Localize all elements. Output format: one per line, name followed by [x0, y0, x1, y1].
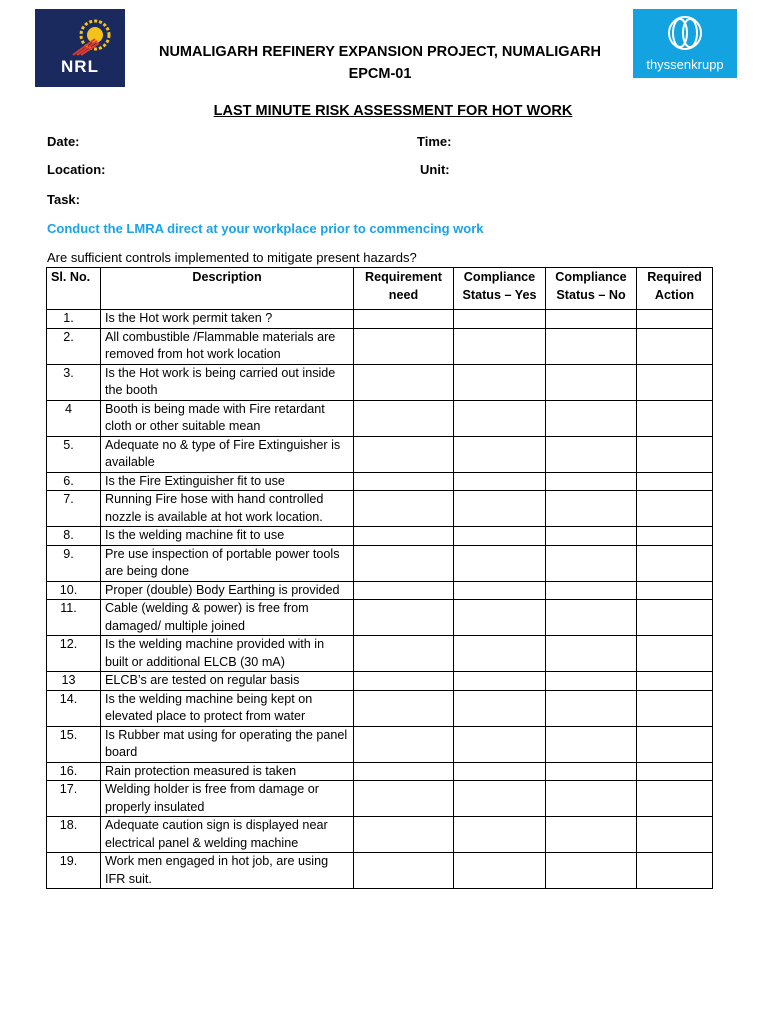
compliance-yes-cell[interactable] [454, 636, 546, 672]
row-description: Is the welding machine provided with in built or additional ELCB (30 mA) [101, 636, 354, 672]
column-header-compliance-no: Compliance Status – No [546, 268, 637, 310]
compliance-yes-cell[interactable] [454, 527, 546, 546]
controls-question: Are sufficient controls implemented to mitigate present hazards? [47, 250, 417, 265]
compliance-yes-cell[interactable] [454, 817, 546, 853]
compliance-no-cell[interactable] [546, 690, 637, 726]
required-action-cell[interactable] [637, 545, 713, 581]
row-description: All combustible /Flammable materials are removed from hot work location [101, 328, 354, 364]
row-description: Is the Hot work is being carried out inside the booth [101, 364, 354, 400]
table-row [47, 364, 713, 400]
row-description: Is the Hot work permit taken ? [101, 310, 354, 329]
compliance-yes-cell[interactable] [454, 400, 546, 436]
row-description: Adequate caution sign is displayed near electrical panel & welding machine [101, 817, 354, 853]
table-row [47, 600, 713, 636]
compliance-no-cell[interactable] [546, 581, 637, 600]
compliance-yes-cell[interactable] [454, 762, 546, 781]
row-description: Is Rubber mat using for operating the panel board [101, 726, 354, 762]
compliance-yes-cell[interactable] [454, 545, 546, 581]
nrl-logo-text: NRL [61, 57, 99, 76]
compliance-no-cell[interactable] [546, 436, 637, 472]
requirement-need-cell[interactable] [354, 762, 454, 781]
required-action-cell[interactable] [637, 310, 713, 329]
requirement-need-cell[interactable] [354, 545, 454, 581]
row-number: 2. [47, 328, 101, 364]
compliance-yes-cell[interactable] [454, 726, 546, 762]
row-number: 7. [47, 491, 101, 527]
table-row [47, 690, 713, 726]
required-action-cell[interactable] [637, 472, 713, 491]
thyssenkrupp-logo-text: thyssenkrupp [646, 57, 724, 72]
location-label: Location: [47, 162, 106, 177]
requirement-need-cell[interactable] [354, 581, 454, 600]
required-action-cell[interactable] [637, 636, 713, 672]
table-row [47, 636, 713, 672]
compliance-no-cell[interactable] [546, 781, 637, 817]
time-label: Time: [417, 134, 452, 149]
row-number: 17. [47, 781, 101, 817]
requirement-need-cell[interactable] [354, 310, 454, 329]
row-description: Pre use inspection of portable power tools are being done [101, 545, 354, 581]
table-header-row [47, 268, 713, 310]
table-row [47, 310, 713, 329]
compliance-yes-cell[interactable] [454, 364, 546, 400]
compliance-yes-cell[interactable] [454, 690, 546, 726]
required-action-cell[interactable] [637, 672, 713, 691]
compliance-yes-cell[interactable] [454, 600, 546, 636]
task-label: Task: [47, 192, 80, 207]
table-row [47, 817, 713, 853]
column-header-sl-no: Sl. No. [47, 268, 101, 310]
row-description: Proper (double) Body Earthing is provided [101, 581, 354, 600]
instruction-text: Conduct the LMRA direct at your workplace prior to commencing work [47, 221, 484, 236]
required-action-cell[interactable] [637, 817, 713, 853]
row-description: Welding holder is free from damage or properly insulated [101, 781, 354, 817]
required-action-cell[interactable] [637, 364, 713, 400]
compliance-yes-cell[interactable] [454, 781, 546, 817]
requirement-need-cell[interactable] [354, 436, 454, 472]
row-description: Cable (welding & power) is free from damaged/ multiple joined [101, 600, 354, 636]
row-description: Booth is being made with Fire retardant cloth or other suitable mean [101, 400, 354, 436]
required-action-cell[interactable] [637, 400, 713, 436]
row-number: 10. [47, 581, 101, 600]
table-row [47, 400, 713, 436]
row-description: Is the Fire Extinguisher fit to use [101, 472, 354, 491]
required-action-cell[interactable] [637, 328, 713, 364]
compliance-yes-cell[interactable] [454, 672, 546, 691]
requirement-need-cell[interactable] [354, 328, 454, 364]
required-action-cell[interactable] [637, 690, 713, 726]
row-number: 19. [47, 853, 101, 889]
table-row [47, 545, 713, 581]
requirement-need-cell[interactable] [354, 527, 454, 546]
row-number: 1. [47, 310, 101, 329]
required-action-cell[interactable] [637, 600, 713, 636]
requirement-need-cell[interactable] [354, 817, 454, 853]
requirement-need-cell[interactable] [354, 726, 454, 762]
table-row [47, 762, 713, 781]
requirement-need-cell[interactable] [354, 472, 454, 491]
row-number: 9. [47, 545, 101, 581]
compliance-yes-cell[interactable] [454, 436, 546, 472]
compliance-no-cell[interactable] [546, 527, 637, 546]
row-description: Is the welding machine being kept on elevated place to protect from water [101, 690, 354, 726]
compliance-yes-cell[interactable] [454, 472, 546, 491]
required-action-cell[interactable] [637, 726, 713, 762]
table-row [47, 672, 713, 691]
table-row [47, 472, 713, 491]
thyssenkrupp-emblem-icon [666, 14, 704, 52]
requirement-need-cell[interactable] [354, 364, 454, 400]
row-number: 3. [47, 364, 101, 400]
document-title: LAST MINUTE RISK ASSESSMENT FOR HOT WORK [213, 103, 573, 119]
compliance-yes-cell[interactable] [454, 328, 546, 364]
compliance-no-cell[interactable] [546, 364, 637, 400]
compliance-yes-cell[interactable] [454, 310, 546, 329]
thyssenkrupp-logo [633, 9, 737, 78]
column-header-compliance-yes: Compliance Status – Yes [454, 268, 546, 310]
table-row [47, 781, 713, 817]
compliance-no-cell[interactable] [546, 545, 637, 581]
row-number: 4 [47, 400, 101, 436]
row-description: Adequate no & type of Fire Extinguisher is available [101, 436, 354, 472]
requirement-need-cell[interactable] [354, 600, 454, 636]
date-label: Date: [47, 134, 80, 149]
compliance-no-cell[interactable] [546, 600, 637, 636]
column-header-required-action: Required Action [637, 268, 713, 310]
row-number: 14. [47, 690, 101, 726]
requirement-need-cell[interactable] [354, 672, 454, 691]
row-number: 13 [47, 672, 101, 691]
compliance-no-cell[interactable] [546, 817, 637, 853]
compliance-no-cell[interactable] [546, 310, 637, 329]
requirement-need-cell[interactable] [354, 690, 454, 726]
compliance-no-cell[interactable] [546, 636, 637, 672]
table-row [47, 581, 713, 600]
sun-emblem-icon [71, 17, 115, 57]
table-row [47, 726, 713, 762]
column-header-description: Description [101, 268, 354, 310]
required-action-cell[interactable] [637, 762, 713, 781]
nrl-logo [35, 9, 125, 87]
table-row [47, 853, 713, 889]
compliance-no-cell[interactable] [546, 400, 637, 436]
row-number: 12. [47, 636, 101, 672]
compliance-no-cell[interactable] [546, 472, 637, 491]
requirement-need-cell[interactable] [354, 636, 454, 672]
compliance-yes-cell[interactable] [454, 491, 546, 527]
required-action-cell[interactable] [637, 527, 713, 546]
project-code: EPCM-01 [348, 66, 412, 82]
project-title: NUMALIGARH REFINERY EXPANSION PROJECT, NUMALIGARH [158, 44, 601, 60]
required-action-cell[interactable] [637, 436, 713, 472]
compliance-no-cell[interactable] [546, 853, 637, 889]
checklist-table [46, 267, 713, 889]
requirement-need-cell[interactable] [354, 400, 454, 436]
required-action-cell[interactable] [637, 491, 713, 527]
compliance-no-cell[interactable] [546, 726, 637, 762]
compliance-no-cell[interactable] [546, 762, 637, 781]
required-action-cell[interactable] [637, 853, 713, 889]
compliance-no-cell[interactable] [546, 672, 637, 691]
row-description: Running Fire hose with hand controlled nozzle is available at hot work location. [101, 491, 354, 527]
unit-label: Unit: [420, 162, 450, 177]
row-number: 5. [47, 436, 101, 472]
row-number: 15. [47, 726, 101, 762]
requirement-need-cell[interactable] [354, 853, 454, 889]
row-description: Rain protection measured is taken [101, 762, 354, 781]
required-action-cell[interactable] [637, 581, 713, 600]
table-row [47, 527, 713, 546]
row-number: 11. [47, 600, 101, 636]
table-row [47, 436, 713, 472]
row-description: Is the welding machine fit to use [101, 527, 354, 546]
row-number: 6. [47, 472, 101, 491]
compliance-no-cell[interactable] [546, 491, 637, 527]
checklist-body [47, 310, 713, 889]
column-header-requirement-need: Requirement need [354, 268, 454, 310]
requirement-need-cell[interactable] [354, 781, 454, 817]
table-row [47, 328, 713, 364]
row-number: 16. [47, 762, 101, 781]
compliance-no-cell[interactable] [546, 328, 637, 364]
requirement-need-cell[interactable] [354, 491, 454, 527]
row-number: 8. [47, 527, 101, 546]
compliance-yes-cell[interactable] [454, 853, 546, 889]
required-action-cell[interactable] [637, 781, 713, 817]
table-row [47, 491, 713, 527]
row-description: ELCB’s are tested on regular basis [101, 672, 354, 691]
row-description: Work men engaged in hot job, are using IFR suit. [101, 853, 354, 889]
compliance-yes-cell[interactable] [454, 581, 546, 600]
row-number: 18. [47, 817, 101, 853]
